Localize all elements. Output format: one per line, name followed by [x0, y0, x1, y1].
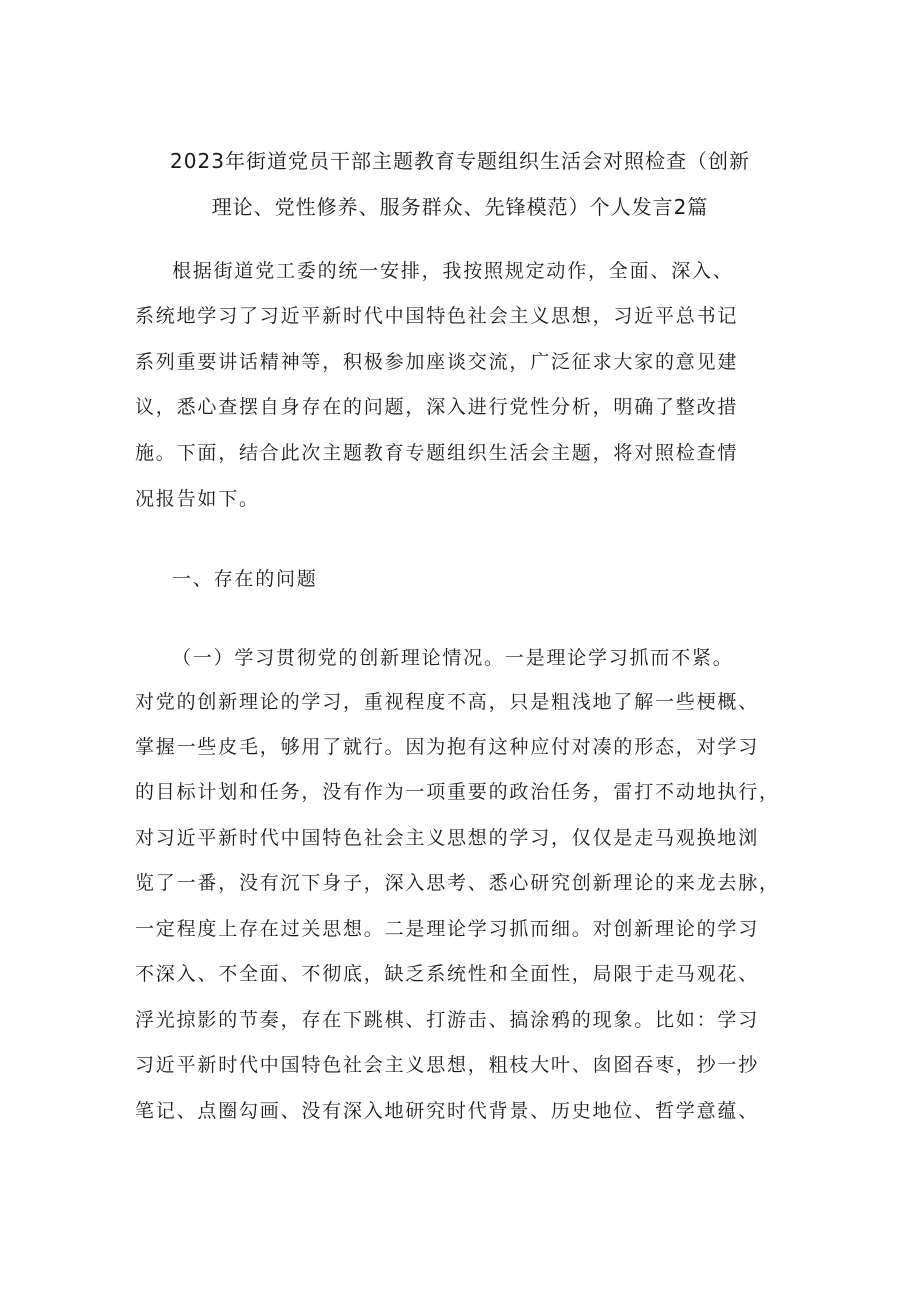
intro-line-6: 况报告如下。: [135, 488, 260, 510]
intro-line-3: 系列重要讲话精神等，积极参加座谈交流，广泛征求大家的意见建: [135, 351, 739, 373]
intro-line-5: 施。下面，结合此次主题教育专题组织生活会主题，将对照检查情: [135, 442, 739, 464]
body-line-5: 对习近平新时代中国特色社会主义思想的学习，仅仅是走马观换地浏: [135, 827, 760, 849]
document-title-line-1: 2023年街道党员干部主题教育专题组织生活会对照检查（创新: [170, 149, 750, 173]
body-line-2: 对党的创新理论的学习，重视程度不高，只是粗浅地了解一些梗概、: [135, 691, 760, 713]
section-heading: 一、存在的问题: [172, 568, 318, 590]
body-line-9: 浮光掠影的节奏，存在下跳棋、打游击、搞涂鸦的现象。比如：学习: [135, 1009, 760, 1031]
body-line-8: 不深入、不全面、不彻底，缺乏系统性和全面性，局限于走马观花、: [135, 963, 760, 985]
intro-line-2: 系统地学习了习近平新时代中国特色社会主义思想，习近平总书记: [135, 305, 739, 327]
body-line-10: 习近平新时代中国特色社会主义思想，粗枝大叶、囱囵吞枣，抄一抄: [135, 1054, 760, 1076]
document-title-line-2: 理论、党性修养、服务群众、先锋模范）个人发言2篇: [211, 195, 709, 219]
body-line-3: 掌握一些皮毛，够用了就行。因为抱有这种应付对凑的形态，对学习: [135, 736, 760, 758]
body-line-4: 的目标计划和任务，没有作为一项重要的政治任务，雷打不动地执行，: [135, 781, 780, 803]
intro-line-4: 议，悉心查摆自身存在的问题，深入进行党性分析，明确了整改措: [135, 396, 739, 418]
body-line-6: 览了一番，没有沉下身子，深入思考、悉心研究创新理论的来龙去脉，: [135, 872, 780, 894]
body-line-1: （一）学习贯彻党的创新理论情况。一是理论学习抓而不紧。: [172, 647, 734, 669]
body-line-7: 一定程度上存在过关思想。二是理论学习抓而细。对创新理论的学习: [135, 918, 760, 940]
intro-line-1: 根据街道党工委的统一安排，我按照规定动作，全面、深入、: [172, 260, 734, 282]
body-line-11: 笔记、点圈勾画、没有深入地研究时代背景、历史地位、哲学意蕴、: [135, 1100, 760, 1122]
